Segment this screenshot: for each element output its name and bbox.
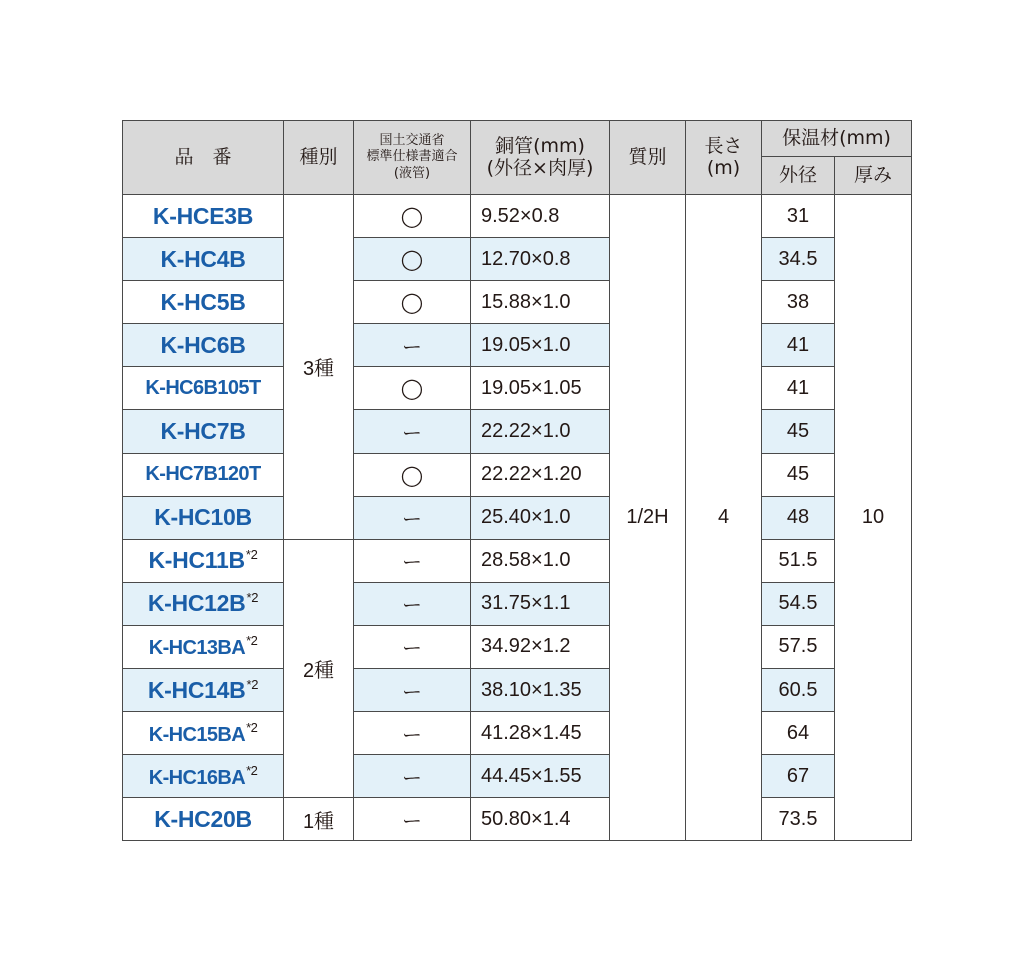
mlit-cell: ー xyxy=(354,582,471,625)
table-row xyxy=(123,496,912,539)
type-3-cell: 3種 xyxy=(284,195,354,540)
outer-dia-cell: 67 xyxy=(762,755,835,798)
table-row xyxy=(123,410,912,453)
model-cell: K-HC6B xyxy=(123,324,284,367)
outer-dia-cell: 41 xyxy=(762,367,835,410)
table-row xyxy=(123,712,912,755)
model-cell: $K-HC12B^{*2}$ xyxy=(123,582,284,625)
header-outer-dia: 外径 xyxy=(762,157,835,195)
table-row xyxy=(123,755,912,798)
table-row xyxy=(123,539,912,582)
table-row xyxy=(123,582,912,625)
mlit-cell: ー xyxy=(354,324,471,367)
mlit-cell: ー xyxy=(354,496,471,539)
outer-dia-cell: 64 xyxy=(762,712,835,755)
header-thickness: 厚み xyxy=(835,157,912,195)
table-row xyxy=(123,324,912,367)
copper-size-cell: 28.58×1.0 xyxy=(471,539,610,582)
table-row xyxy=(123,669,912,712)
note-mark: *2 xyxy=(246,762,258,778)
outer-dia-cell: 48 xyxy=(762,496,835,539)
table-body xyxy=(123,195,912,841)
copper-size-cell: 41.28×1.45 xyxy=(471,712,610,755)
model-cell: $K-HC14B^{*2}$ xyxy=(123,669,284,712)
mlit-cell: ◯ xyxy=(354,453,471,496)
model-cell: K-HC15BA$^{*2}$ xyxy=(123,712,284,755)
copper-size-cell: 19.05×1.0 xyxy=(471,324,610,367)
mlit-cell: ー xyxy=(354,798,471,841)
mlit-cell: ー xyxy=(354,712,471,755)
mlit-cell: ー xyxy=(354,669,471,712)
mlit-cell: ◯ xyxy=(354,281,471,324)
mlit-cell: ー xyxy=(354,755,471,798)
mlit-cell: ◯ xyxy=(354,367,471,410)
model-cell: K-HCE3B xyxy=(123,195,284,238)
note-mark: *2 xyxy=(246,633,258,649)
thickness-cell: 10 xyxy=(835,195,912,841)
model-cell: K-HC10B xyxy=(123,496,284,539)
header-length-line2: (m) xyxy=(706,156,741,179)
type-2-cell: 2種 xyxy=(284,539,354,798)
type-1-cell: 1種 xyxy=(284,798,354,841)
note-mark: *2 xyxy=(246,719,258,735)
model-cell: K-HC16BA$^{*2}$ xyxy=(123,755,284,798)
copper-size-cell: 19.05×1.05 xyxy=(471,367,610,410)
model-cell: $K-HC11B^{*2}$ xyxy=(123,539,284,582)
mlit-cell: ー xyxy=(354,625,471,668)
copper-size-cell: 9.52×0.8 xyxy=(471,195,610,238)
table-row xyxy=(123,281,912,324)
table-row xyxy=(123,453,912,496)
model-cell: K-HC13BA$^{*2}$ xyxy=(123,625,284,668)
header-temper: 質別 xyxy=(610,121,686,195)
note-mark: *2 xyxy=(245,547,258,563)
outer-dia-cell: 60.5 xyxy=(762,669,835,712)
table-row xyxy=(123,195,912,238)
copper-size-cell: 38.10×1.35 xyxy=(471,669,610,712)
header-mlit-line3: (液管) xyxy=(393,165,431,181)
note-mark: *2 xyxy=(246,590,259,606)
model-cell: K-HC4B xyxy=(123,238,284,281)
outer-dia-cell: 45 xyxy=(762,410,835,453)
copper-size-cell: 12.70×0.8 xyxy=(471,238,610,281)
table-row xyxy=(123,798,912,841)
copper-size-cell: 22.22×1.0 xyxy=(471,410,610,453)
copper-size-cell: 50.80×1.4 xyxy=(471,798,610,841)
copper-size-cell: 25.40×1.0 xyxy=(471,496,610,539)
outer-dia-cell: 45 xyxy=(762,453,835,496)
header-length-line1: 長さ xyxy=(704,134,743,157)
copper-size-cell: 15.88×1.0 xyxy=(471,281,610,324)
outer-dia-cell: 57.5 xyxy=(762,625,835,668)
mlit-cell: ー xyxy=(354,539,471,582)
table-row xyxy=(123,625,912,668)
model-cell: K-HC6B105T xyxy=(123,367,284,410)
copper-size-cell: 31.75×1.1 xyxy=(471,582,610,625)
note-mark: *2 xyxy=(246,676,259,692)
model-cell: K-HC20B xyxy=(123,798,284,841)
model-cell: K-HC5B xyxy=(123,281,284,324)
header-mlit xyxy=(354,121,471,195)
outer-dia-cell: 51.5 xyxy=(762,539,835,582)
header-copper-line2: (外径×肉厚) xyxy=(486,156,594,179)
header-mlit-line1: 国土交通省 xyxy=(379,133,445,149)
copper-size-cell: 34.92×1.2 xyxy=(471,625,610,668)
copper-size-cell: 22.22×1.20 xyxy=(471,453,610,496)
outer-dia-cell: 54.5 xyxy=(762,582,835,625)
table-row xyxy=(123,238,912,281)
mlit-cell: ◯ xyxy=(354,195,471,238)
length-cell: 4 xyxy=(686,195,762,841)
copper-size-cell: 44.45×1.55 xyxy=(471,755,610,798)
header-insulation: 保温材(mm) xyxy=(762,121,912,157)
header-type: 種別 xyxy=(284,121,354,195)
header-mlit-line2: 標準仕様書適合 xyxy=(366,149,458,165)
header-part-no: 品 番 xyxy=(123,121,284,195)
header-length xyxy=(686,121,762,195)
model-cell: K-HC7B120T xyxy=(123,453,284,496)
outer-dia-cell: 34.5 xyxy=(762,238,835,281)
spec-table xyxy=(122,120,912,841)
header-copper-line1: 銅管(mm) xyxy=(495,134,585,157)
outer-dia-cell: 73.5 xyxy=(762,798,835,841)
outer-dia-cell: 31 xyxy=(762,195,835,238)
mlit-cell: ー xyxy=(354,410,471,453)
outer-dia-cell: 38 xyxy=(762,281,835,324)
table-row xyxy=(123,367,912,410)
outer-dia-cell: 41 xyxy=(762,324,835,367)
temper-cell: 1/2H xyxy=(610,195,686,841)
header-copper xyxy=(471,121,610,195)
mlit-cell: ◯ xyxy=(354,238,471,281)
model-cell: K-HC7B xyxy=(123,410,284,453)
